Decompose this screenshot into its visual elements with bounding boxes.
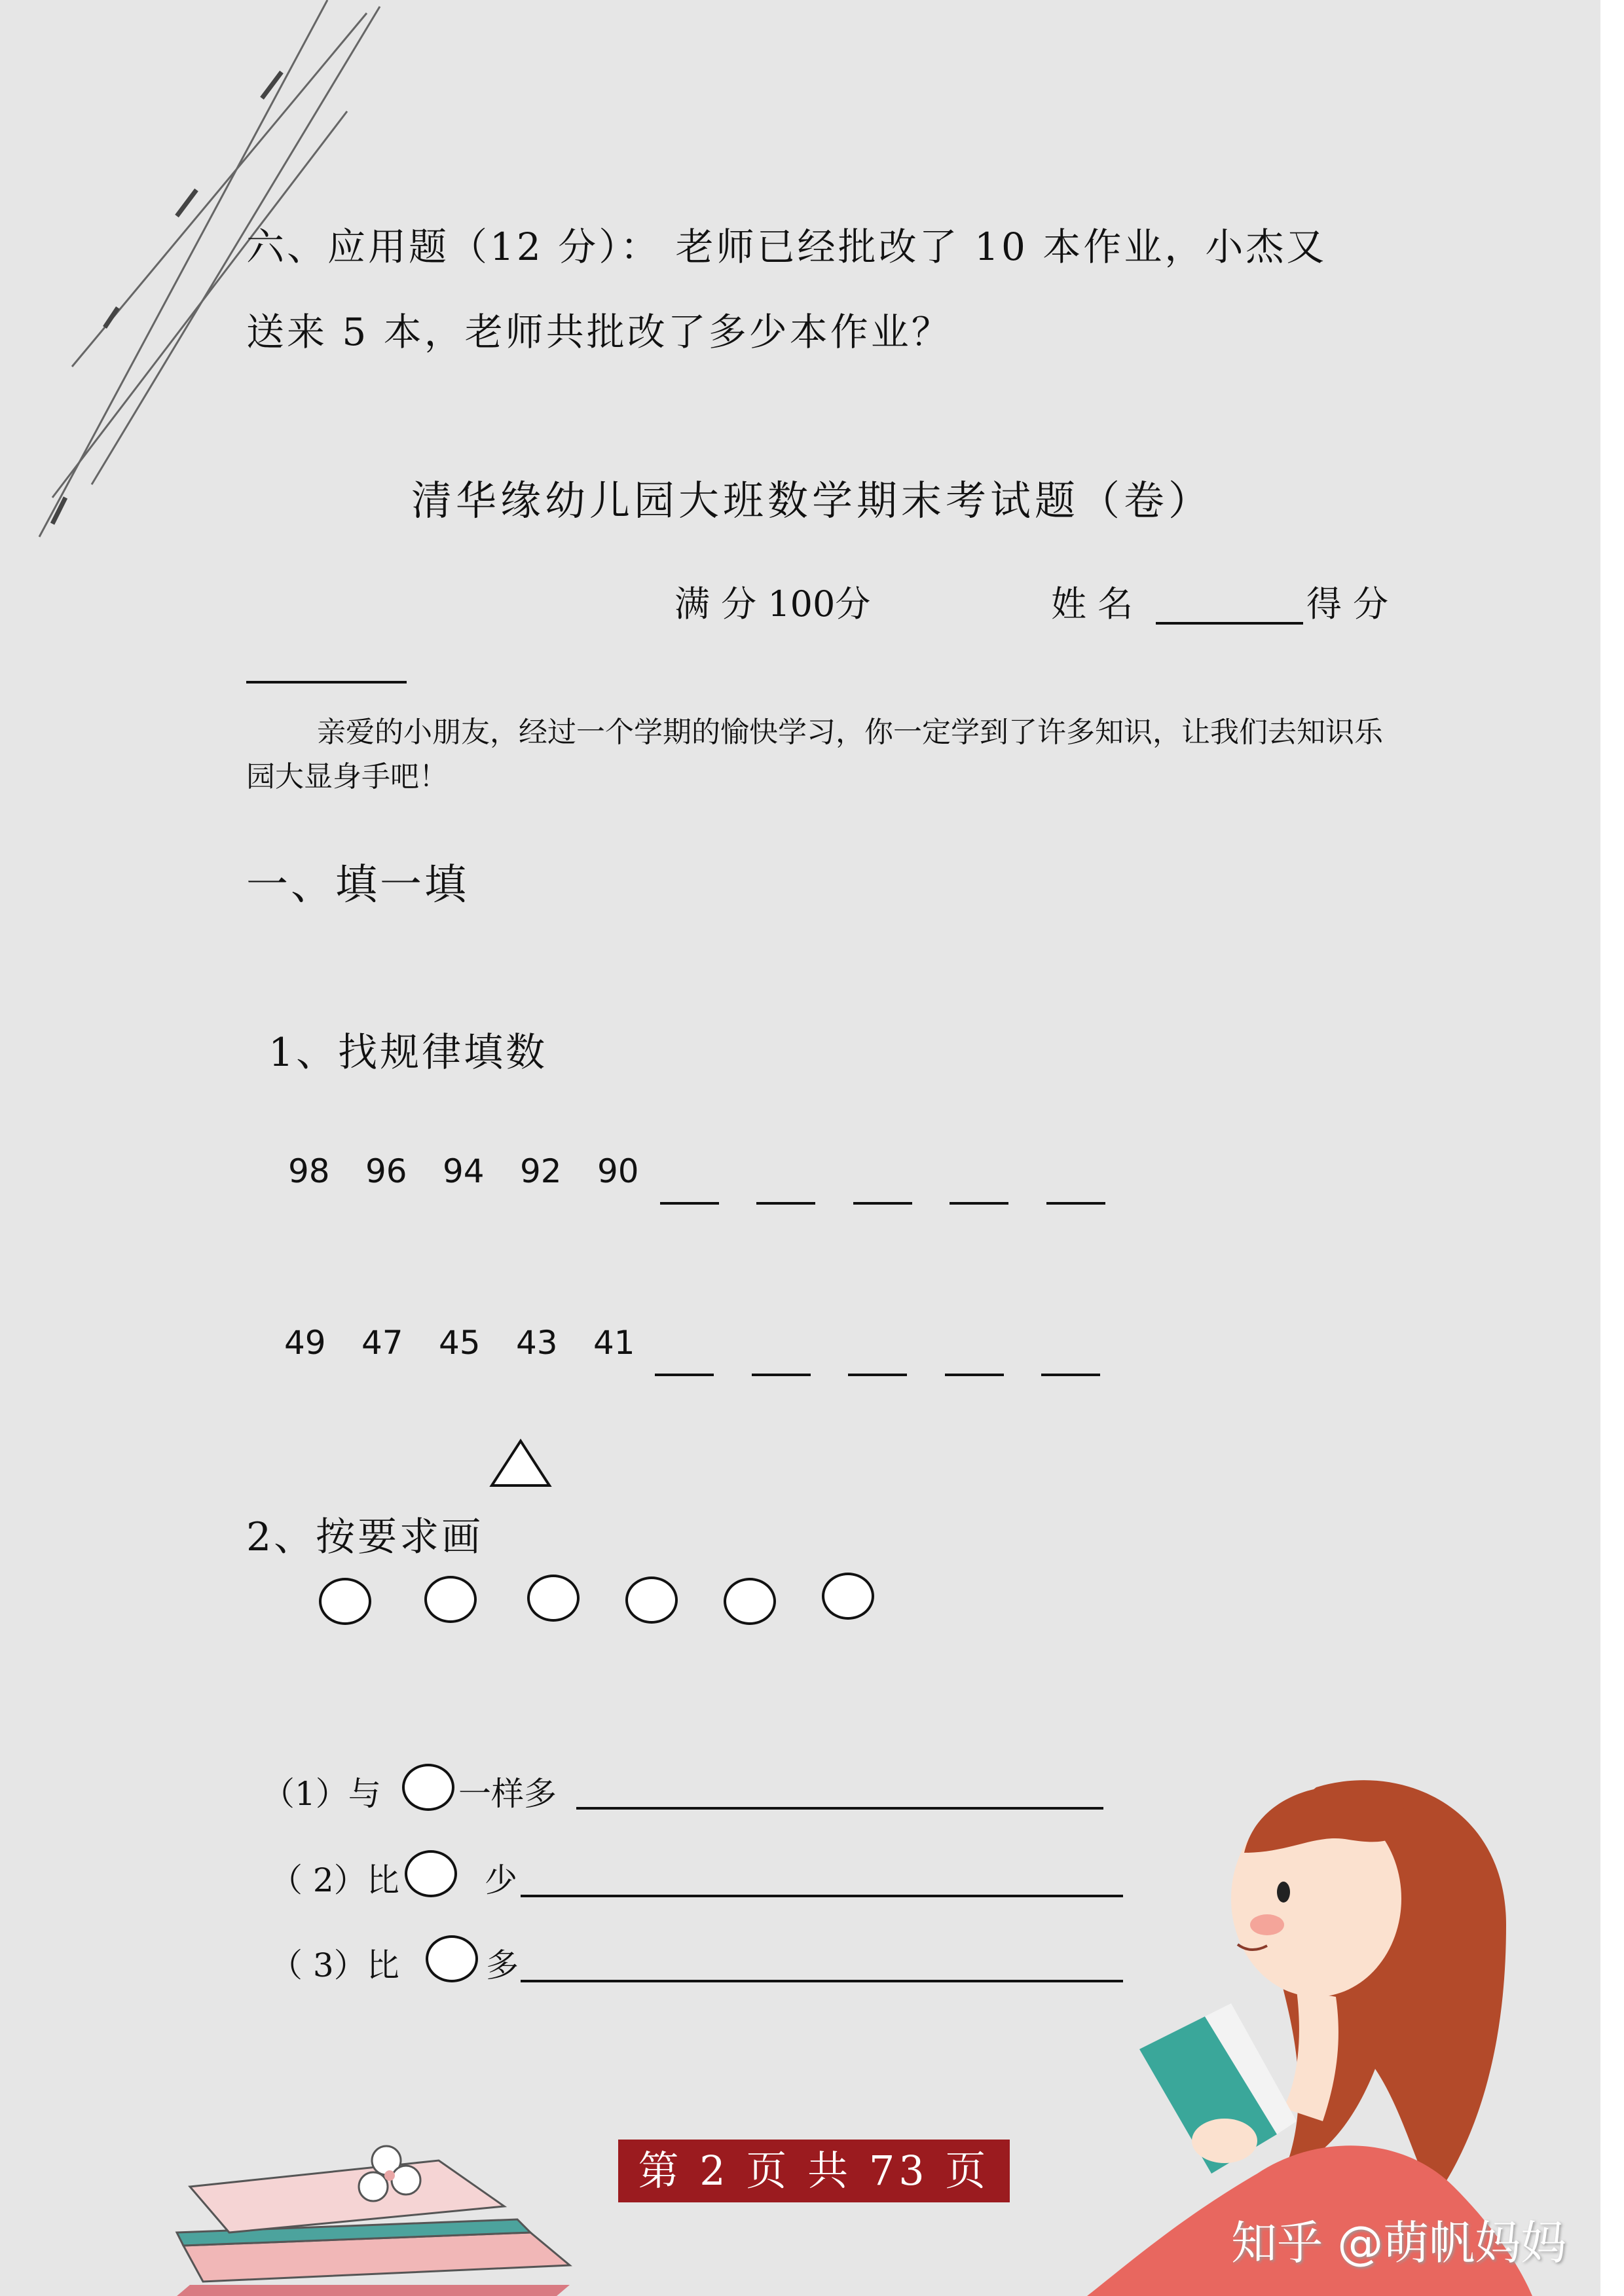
name-label: 姓 名 [1051, 583, 1134, 625]
q2-heading: 2、按要求画 [246, 1514, 484, 1560]
q2-item2-suffix: 少 [485, 1861, 517, 1899]
sequence-2 [284, 1324, 671, 1362]
seq1-blank[interactable] [660, 1202, 719, 1205]
page-number-footer: 第 2 页 共 73 页 [618, 2140, 1010, 2202]
seq2-number: 43 [516, 1324, 558, 1362]
seq1-number: 90 [597, 1152, 639, 1190]
circle-icon [405, 1850, 457, 1897]
q6-line2: 送来 5 本，老师共批改了多少本作业？ [246, 310, 952, 354]
watermark: 知乎 @萌帆妈妈 [1231, 2216, 1567, 2270]
seq2-blank[interactable] [752, 1374, 811, 1376]
full-score: 满 分 100分 [674, 583, 871, 625]
score-label: 得 分 [1306, 583, 1389, 625]
q2-item2-prefix: （ 2）比 [270, 1861, 399, 1899]
seq2-blank[interactable] [1041, 1374, 1100, 1376]
q1-heading: 1、找规律填数 [268, 1030, 548, 1076]
circle-icon [426, 1935, 478, 1982]
seq1-blank[interactable] [950, 1202, 1008, 1205]
q2-item1-prefix: （1）与 [262, 1775, 381, 1813]
seq1-number: 94 [443, 1152, 485, 1190]
name-blank[interactable] [1156, 622, 1303, 625]
seq1-blank[interactable] [756, 1202, 815, 1205]
seq2-number: 45 [439, 1324, 481, 1362]
seq1-blank[interactable] [853, 1202, 912, 1205]
seq2-number: 49 [284, 1324, 326, 1362]
circle-icon [319, 1578, 371, 1625]
page-title: 清华缘幼儿园大班数学期末考试题（卷） [411, 477, 1213, 524]
q2-item3-prefix: （ 3）比 [270, 1946, 399, 1984]
seq1-blank[interactable] [1046, 1202, 1105, 1205]
intro-text: 亲爱的小朋友，经过一个学期的愉快学习，你一定学到了许多知识，让我们去知识乐园大显身手吧！ [246, 716, 1383, 793]
books-illustration [164, 2134, 622, 2296]
sequence-1 [288, 1152, 674, 1190]
seq2-number: 41 [593, 1324, 635, 1362]
circle-icon [527, 1575, 580, 1622]
seq2-number: 47 [361, 1324, 403, 1362]
q2-item3-suffix: 多 [486, 1946, 519, 1984]
seq1-number: 92 [520, 1152, 562, 1190]
q2-item1-suffix: 一样多 [458, 1775, 557, 1813]
circle-icon [424, 1576, 477, 1623]
page-edge [1600, 0, 1624, 2296]
seq2-blank[interactable] [945, 1374, 1004, 1376]
score-blank[interactable] [246, 681, 407, 683]
q6-line1: 六、应用题（12 分）： 老师已经批改了 10 本作业，小杰又 [246, 225, 1327, 269]
circle-icon [724, 1578, 776, 1625]
seq2-blank[interactable] [848, 1374, 907, 1376]
seq2-blank[interactable] [655, 1374, 714, 1376]
circle-icon [402, 1764, 454, 1811]
section-heading: 一、填一填 [246, 861, 469, 909]
circle-icon [822, 1573, 874, 1620]
seq1-number: 98 [288, 1152, 330, 1190]
seq1-number: 96 [365, 1152, 407, 1190]
circle-icon [625, 1576, 678, 1624]
triangle-icon [488, 1437, 553, 1489]
